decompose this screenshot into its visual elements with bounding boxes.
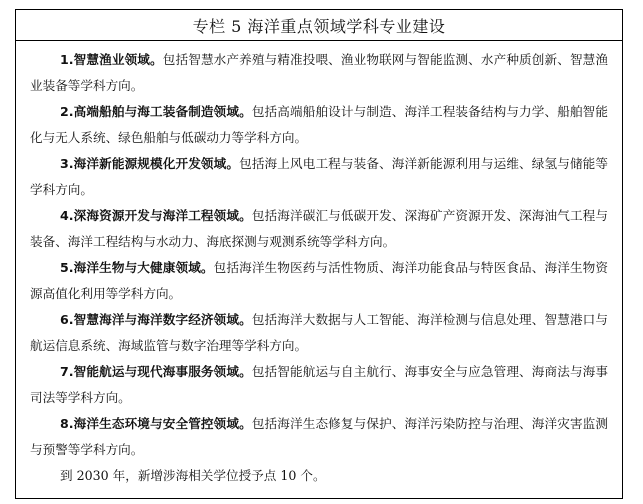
item-heading: 7.智能航运与现代海事服务领域。 [60,364,252,379]
item-body: 包括高端船舶设计与制造、海洋工程装备结构与力学、船舶智能化与无人系统、绿色船舶与低碳动力等学科方向。 [30,104,608,145]
list-item-1 [30,47,608,99]
item-body: 包括海洋大数据与人工智能、海洋检测与信息处理、智慧港口与航运信息系统、海域监管与数字治理等学科方向。 [30,312,608,353]
list-item-3 [30,151,608,203]
sidebar-box [15,9,623,499]
box-content [16,41,622,489]
item-body: 包括智能航运与自主航行、海事安全与应急管理、海商法与海事司法等学科方向。 [30,364,608,405]
summary-text: 到 2030 年，新增涉海相关学位授予点 10 个。 [60,468,326,483]
item-body: 包括智慧水产养殖与精准投喂、渔业物联网与智能监测、水产种质创新、智慧渔业装备等学科方向。 [30,52,608,93]
item-heading: 2.高端船舶与海工装备制造领域。 [60,104,252,119]
item-heading: 4.深海资源开发与海洋工程领域。 [60,208,252,223]
item-heading: 6.智慧海洋与海洋数字经济领域。 [60,312,252,327]
item-heading: 5.海洋生物与大健康领域。 [60,260,214,275]
item-body: 包括海洋生物医药与活性物质、海洋功能食品与特医食品、海洋生物资源高值化利用等学科方向。 [30,260,608,301]
item-heading: 3.海洋新能源规模化开发领域。 [60,156,240,171]
item-heading: 8.海洋生态环境与安全管控领域。 [60,416,252,431]
list-item-6 [30,307,608,359]
list-item-7 [30,359,608,411]
list-item-4 [30,203,608,255]
list-item-2 [30,99,608,151]
item-body: 包括海洋生态修复与保护、海洋污染防控与治理、海洋灾害监测与预警等学科方向。 [30,416,608,457]
list-item-5 [30,255,608,307]
box-title: 专栏 5 海洋重点领域学科专业建设 [16,10,622,41]
item-body: 包括海上风电工程与装备、海洋新能源利用与运维、绿氢与储能等学科方向。 [30,156,608,197]
item-body: 包括海洋碳汇与低碳开发、深海矿产资源开发、深海油气工程与装备、海洋工程结构与水动力、海底探测与观测系统等学科方向。 [30,208,608,249]
list-item-8 [30,411,608,463]
item-heading: 1.智慧渔业领域。 [60,52,163,67]
